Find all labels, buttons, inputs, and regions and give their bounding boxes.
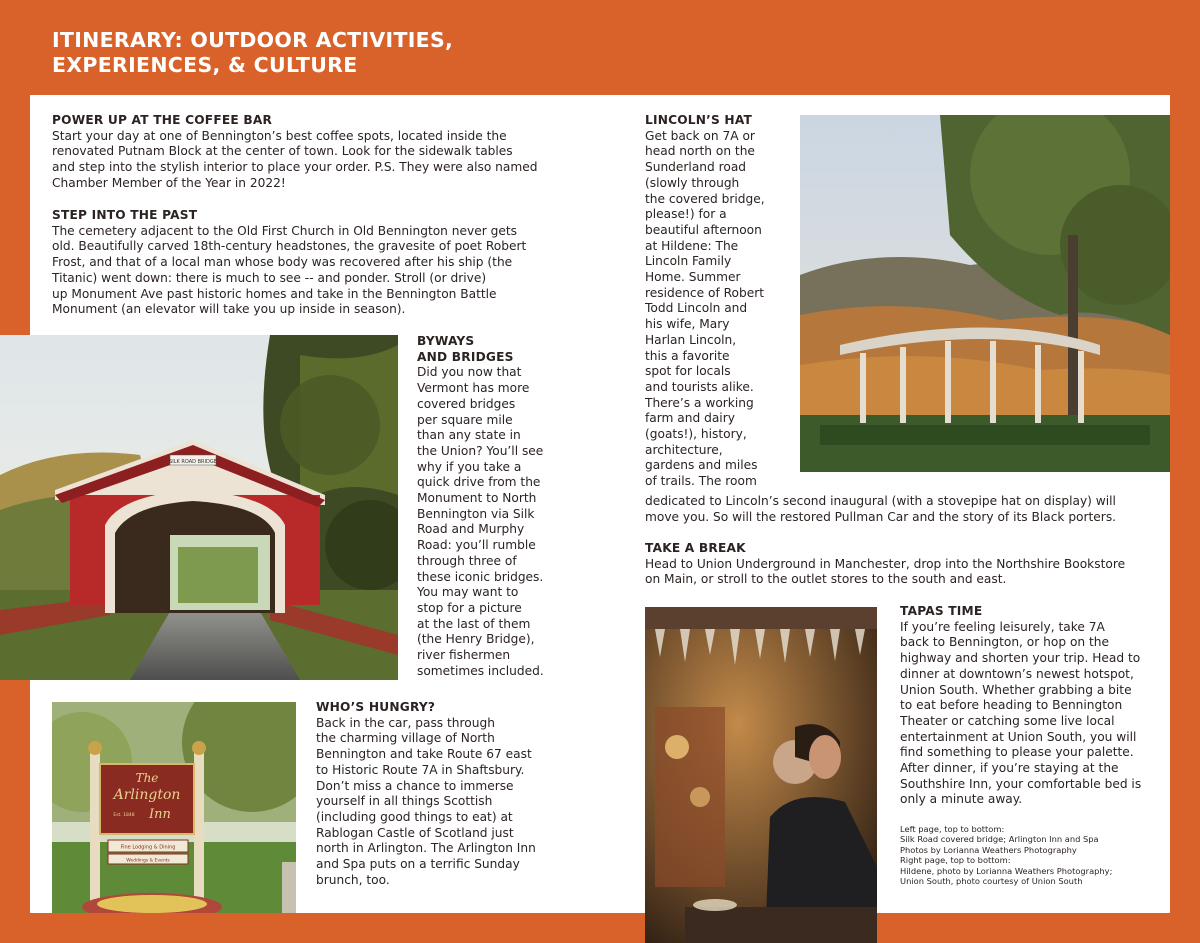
section-tapas [900,604,1165,808]
section-past-body: The cemetery adjacent to the Old First Church in Old Bennington never gets old. Beautifully carved 18th-century headstones, the gravesite of poet Robert Frost, and that of a local man whose body was recovered after his ship (the Titanic) went down: there is much to see -- and ponder. Stroll (or drive) up Monument Ave past historic homes and take in the Bennington Battle Monument (an elevator will take you up inside in season). [52,223,527,317]
section-coffee-heading: POWER UP AT THE COFFEE BAR [52,113,273,127]
inn-sign-sub-1: Fine Lodging & Dining [120,844,176,851]
section-byways-body: Did you now that Vermont has more covered bridges per square mile than any state in the Union? You’ll see why if you take a quick drive from the Monument to North Bennington via Silk Road and Murphy Road: you’ll rumble through three of these iconic bridges. You may want to stop for a picture at the last of them (the Henry Bridge), river fishermen sometimes included. [417,365,544,678]
section-past-heading: STEP INTO THE PAST [52,208,198,222]
section-byways-heading-1: BYWAYS [417,334,475,348]
inn-sign-photo [52,702,296,913]
bridge-sign-text: SILK ROAD BRIDGE [169,459,217,465]
section-break-body: Head to Union Underground in Manchester, drop into the Northshire Bookstore on Main, or stroll to the outlet stores to the south and east. [645,556,1126,587]
inn-sign-line-1: The [135,771,159,785]
page-title-line-1: ITINERARY: OUTDOOR ACTIVITIES, [52,28,454,52]
page-title-line-2: EXPERIENCES, & CULTURE [52,53,358,77]
photo-credits: Left page, top to bottom: Silk Road covered bridge; Arlington Inn and Spa Photos by Lorianna Weathers Photography Right page, top to bottom: Hildene, photo by Lorianna Weathers Photography; Union South, photo courtesy of Union South [900,824,1113,887]
section-break-heading: TAKE A BREAK [645,541,746,555]
section-byways-heading-2: AND BRIDGES [417,349,514,364]
section-tapas-body: If you’re feeling leisurely, take 7A back to Bennington, or hop on the highway and shorten your trip. Head to dinner at downtown’s newest hotspot, Union South. Whether grabbing a bite to eat before heading to Bennington Theater or catching some live local entertainment at Union South, you will find something to please your palette. After dinner, if you’re staying at the Southshire Inn, your comfortable bed is only a minute away. [900,619,1142,807]
bartender-photo [645,607,877,943]
section-hungry-body: Back in the car, pass through the charming village of North Bennington and take Route 67 east to Historic Route 7A in Shaftsbury. Don’t miss a chance to immerse yourself in all things Scottish (including good things to eat) at Rablogan Castle of Scotland just north in Arlington. The Arlington Inn and Spa puts on a terrific Sunday brunch, too. [316,715,536,887]
section-lincoln-body-wide: dedicated to Lincoln’s second inaugural (with a stovepipe hat on display) will move you. So will the restored Pullman Car and the story of its Black porters. [645,494,1117,524]
section-lincoln-heading: LINCOLN’S HAT [645,113,753,127]
section-break [645,541,1165,588]
page-title [52,28,453,78]
section-coffee-body: Start your day at one of Bennington’s best coffee spots, located inside the renovated Putnam Block at the center of town. Look for the sidewalk tables and step into the stylish interior to place your order. P.S. They were also named Chamber Member of the Year in 2022! [52,128,538,190]
section-past [52,208,592,318]
inn-sign-sub-2: Weddings & Events [126,858,170,864]
section-lincoln-body-narrow: Get back on 7A or head north on the Sunderland road (slowly through the covered bridge, please!) for a beautiful afternoon at Hildene: The Lincoln Family Home. Summer residence of Robert Todd Lincoln and his wife, Mary Harlan Lincoln, this a favorite spot for locals and tourists alike. There’s a working farm and dairy (goats!), history, architecture, gardens and miles of trails. The room [645,128,765,489]
section-coffee [52,113,592,192]
section-hungry [316,700,576,888]
section-byways [417,334,597,679]
inn-sign-est: Est. 1848 [113,813,135,818]
inn-sign-line-2: Arlington [113,787,181,803]
inn-sign-line-3: Inn [149,807,171,822]
pergola-photo [800,115,1170,472]
section-hungry-heading: WHO’S HUNGRY? [316,700,436,714]
section-tapas-heading: TAPAS TIME [900,604,983,618]
section-lincoln [645,113,805,490]
section-lincoln-continued [645,494,1165,525]
covered-bridge-photo [0,335,398,680]
